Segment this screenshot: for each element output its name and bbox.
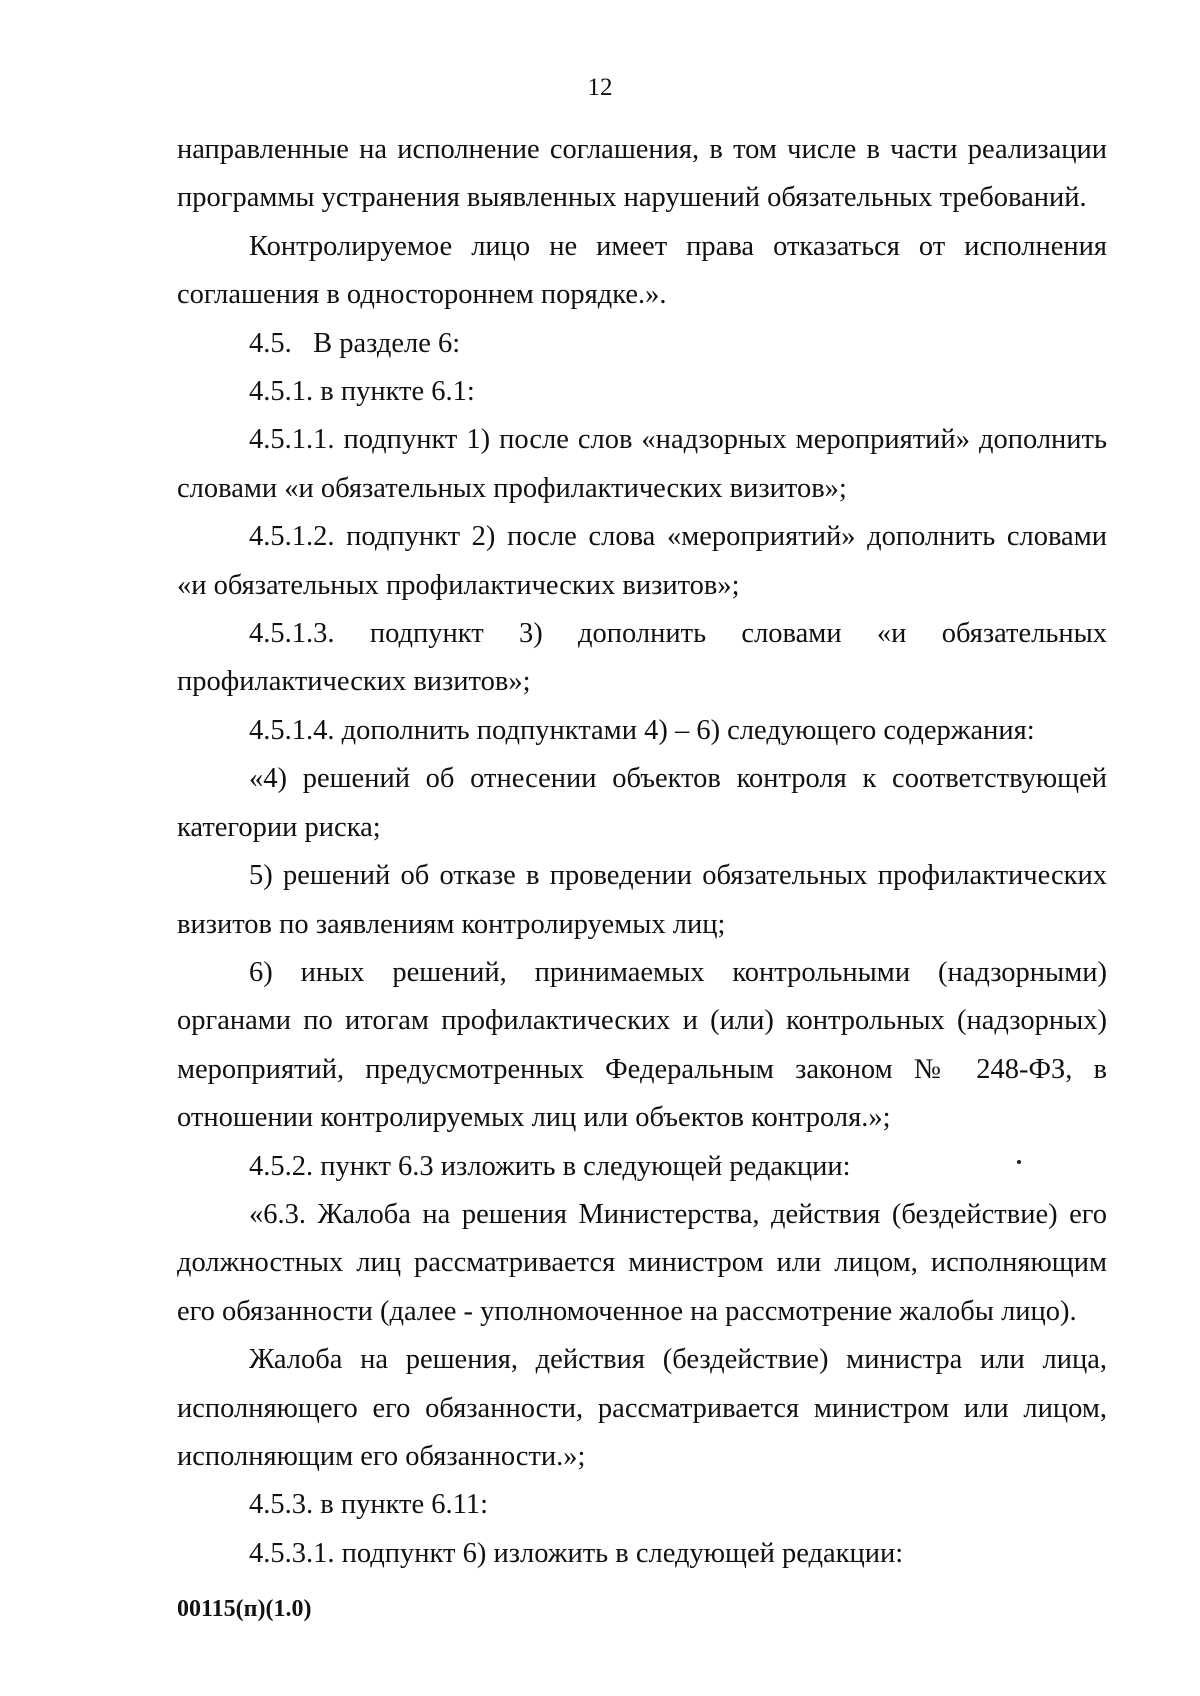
document-code: 00115(п)(1.0) (177, 1596, 312, 1622)
paragraph: направленные на исполнение соглашения, в том числе в части реализации программы устранения выявленных нарушений обязательных требований. (177, 134, 1107, 214)
paragraph: «6.3. Жалоба на решения Министерства, действия (бездействие) его должностных лиц рассматривается министром или лицом, исполняющим его обязанности (далее - уполномоченное на рассмотрение жалобы лицо). (177, 1198, 1107, 1327)
document-body (177, 126, 1107, 1578)
paragraph: 6) иных решений, принимаемых контрольными (надзорными) органами по итогам профилактических и (или) контрольных (надзорных) мероприятий, предусмотренных Федеральным законом № 248-ФЗ, в отношении контролируемых лиц или объектов контроля.»; (177, 956, 1107, 1134)
page-number: 12 (587, 74, 613, 101)
paragraph: «4) решений об отнесении объектов контроля к соответствующей категории риска; (177, 763, 1107, 843)
paragraph: 4.5.1.2. подпункт 2) после слова «мероприятий» дополнить словами «и обязательных профилактических визитов»; (177, 521, 1107, 601)
paragraph: 4.5.1. в пункте 6.1: (249, 376, 475, 408)
paragraph: 4.5.1.4. дополнить подпунктами 4) – 6) следующего содержания: (249, 714, 1035, 746)
paragraph: 4.5.3. в пункте 6.11: (249, 1489, 489, 1521)
paragraph: 4.5.1.3. подпункт 3) дополнить словами «и обязательных профилактических визитов»; (177, 618, 1107, 698)
paragraph: Контролируемое лицо не имеет права отказаться от исполнения соглашения в одностороннем порядке.». (177, 230, 1107, 311)
paragraph: 5) решений об отказе в проведении обязательных профилактических визитов по заявлениям контролируемых лиц; (177, 860, 1107, 940)
scan-speck (1017, 1160, 1021, 1164)
paragraph: 4.5.2. пункт 6.3 изложить в следующей редакции: (249, 1150, 851, 1182)
paragraph: 4.5. В разделе 6: (249, 327, 461, 359)
paragraph: 4.5.1.1. подпункт 1) после слов «надзорных мероприятий» дополнить словами «и обязательных профилактических визитов»; (177, 424, 1107, 504)
paragraph: 4.5.3.1. подпункт 6) изложить в следующей редакции: (249, 1537, 904, 1569)
paragraph: Жалоба на решения, действия (бездействие) министра или лица, исполняющего его обязанности, рассматривается министром или лицом, исполняющим его обязанности.»; (177, 1344, 1107, 1472)
